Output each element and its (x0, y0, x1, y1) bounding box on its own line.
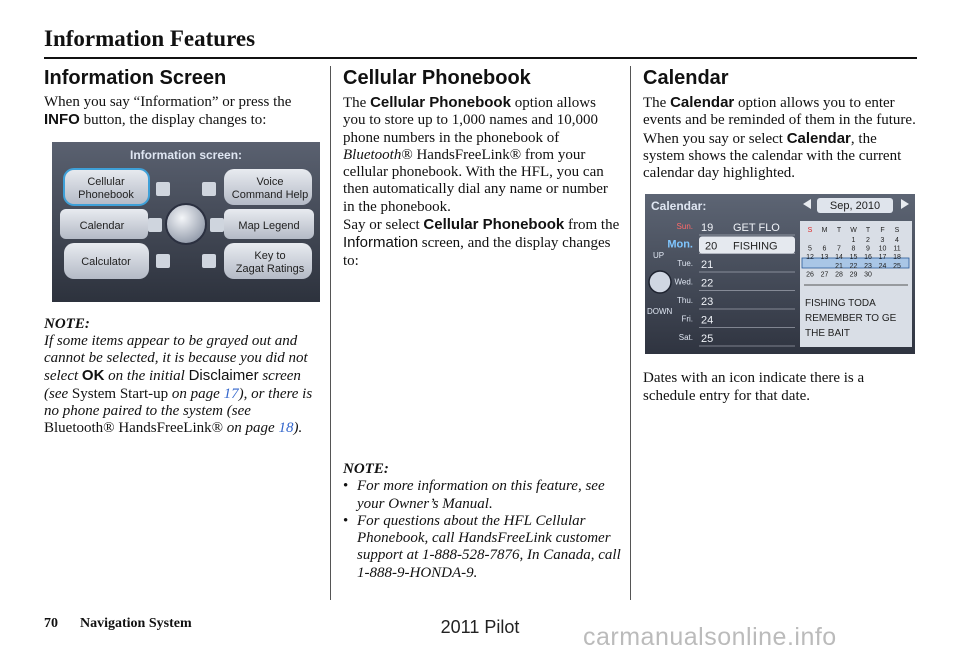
calendar-day: 8 (851, 246, 856, 254)
calendar-day: 2 (866, 237, 870, 245)
column-divider (330, 66, 331, 600)
calendar-day: 1 (851, 237, 856, 245)
calendar-day: 10 (878, 246, 887, 254)
day-label: Fri. (681, 314, 693, 324)
detail-line: FISHING TODA (805, 298, 876, 310)
page-link-18[interactable]: 18 (278, 420, 294, 437)
entry-date: 24 (701, 314, 714, 327)
screen-btn-calculator: Calculator (81, 255, 131, 268)
entry-date: 21 (701, 259, 714, 272)
weekday-label: M (821, 227, 828, 235)
calendar-day: 12 (806, 254, 814, 262)
calendar-day: 13 (820, 254, 829, 262)
note-item: • For more information on this feature, see your Owner’s Manual. (343, 478, 621, 513)
detail-line: REMEMBER TO GE (805, 313, 897, 325)
section-heading: Calendar (643, 67, 729, 89)
weekday-label: S (894, 227, 900, 235)
entry-title: FISHING (733, 240, 778, 253)
day-label: Sat. (678, 333, 693, 343)
day-label: Tue. (677, 259, 693, 269)
column-divider (630, 66, 631, 600)
legend-icon (210, 218, 224, 232)
scroll-knob-icon (649, 271, 671, 293)
entry-title: GET FLO (733, 222, 780, 235)
day-label: Sun. (676, 222, 693, 232)
calendar-day: 22 (849, 263, 858, 271)
page-link-17[interactable]: 17 (223, 385, 239, 402)
model-watermark: 2011 Pilot (440, 617, 520, 637)
screen-btn-map-legend: Map Legend (238, 219, 300, 232)
calendar-day: 23 (864, 263, 872, 271)
calendar-month-label: Sep, 2010 (829, 200, 881, 213)
entry-date: 22 (701, 277, 714, 290)
calendar-day: 17 (878, 254, 887, 262)
detail-line: THE BAIT (805, 328, 851, 340)
header-rule (44, 57, 917, 59)
calculator-icon (156, 254, 170, 268)
calendar-paragraph: The Calendar option allows you to enter events and be reminded of them in the future. When you say or select Calendar, the system shows the calendar with the current calendar day highlighted. (643, 94, 916, 182)
zagat-icon (202, 254, 216, 268)
joystick-knob-icon (166, 204, 206, 244)
information-screen-image (52, 142, 320, 302)
calendar-day: 14 (835, 254, 843, 262)
weekday-label: W (850, 227, 857, 235)
site-watermark: carmanualsonline.info (583, 623, 837, 651)
day-label: Mon. (667, 238, 693, 251)
weekday-label: T (836, 227, 842, 235)
calendar-day: 24 (878, 263, 887, 271)
screen-btn-calendar: Calendar (79, 219, 125, 232)
calendar-day: 26 (806, 271, 814, 279)
cellular-phonebook-section (343, 66, 621, 270)
up-label: UP (653, 251, 665, 261)
calendar-screen-title: Calendar: (651, 199, 707, 214)
page-number: 70 (44, 616, 58, 631)
calendar-day: 27 (820, 271, 829, 279)
footer-system: Navigation System (80, 616, 192, 631)
calendar-note: Dates with an icon indicate there is a schedule entry for that date. (643, 370, 865, 404)
calendar-section (643, 66, 919, 405)
note-item: • For questions about the HFL Cellular Phonebook, call HandsFreeLink customer support at 1-888-528-7876, In Canada, call 1-888-9-HONDA-9. (343, 513, 621, 582)
weekday-label: T (865, 227, 871, 235)
information-screen-section (44, 66, 320, 438)
screen-btn-phonebook: Phonebook (78, 188, 134, 201)
calendar-day: 28 (835, 271, 843, 279)
calendar-day: 21 (835, 263, 843, 271)
section-heading: Cellular Phonebook (343, 67, 531, 89)
calendar-day: 30 (864, 271, 872, 279)
note-text: If some items appear to be grayed out and cannot be selected, it is because you did not select OK on the initial Disclaimer screen (see System Start-up on page 17), or there is no phone paired to the system (see Bluetooth® HandsFreeLink® on page 18). (44, 332, 313, 437)
screen-btn-command-help: Command Help (231, 188, 309, 201)
entry-date: 23 (701, 296, 714, 309)
down-label: DOWN (647, 307, 673, 317)
calendar-day: 11 (893, 246, 901, 254)
entry-date: 19 (701, 222, 714, 235)
calendar-icon (148, 218, 162, 232)
voice-icon (202, 182, 216, 196)
weekday-label: F (880, 227, 885, 235)
screen-title: Information screen: (130, 147, 243, 162)
calendar-day: 6 (822, 246, 827, 254)
note-title: NOTE: (44, 315, 90, 332)
section-heading: Information Screen (44, 67, 227, 89)
calendar-day: 9 (866, 246, 870, 254)
phonebook-instruction: Say or select Cellular Phonebook from the Information screen, and the display changes to: (343, 216, 620, 269)
calendar-day: 29 (849, 271, 858, 279)
calendar-day: 16 (864, 254, 872, 262)
calendar-day: 3 (880, 237, 885, 245)
screen-btn-voice: Voice (256, 175, 284, 188)
calendar-day: 4 (895, 237, 899, 245)
entry-date: 25 (701, 333, 714, 346)
phonebook-paragraph: The Cellular Phonebook option allows you to store up to 1,000 names and 10,000 phone numbers in the phonebook of Bluetooth® HandsFreeLink® from your cellular phonebook. With the HFL, you can then automatically dial any name or number in the phonebook. (343, 94, 608, 215)
weekday-label: S (807, 227, 813, 235)
screen-btn-cellular: Cellular (87, 175, 125, 188)
note-title: NOTE: (343, 461, 389, 477)
day-label: Thu. (676, 296, 693, 306)
phonebook-notes (343, 461, 621, 582)
calendar-day: 25 (893, 263, 901, 271)
day-label: Wed. (674, 277, 693, 287)
screen-btn-key-to: Key to (254, 249, 286, 262)
calendar-day: 18 (893, 254, 901, 262)
entry-date: 20 (705, 240, 718, 253)
intro-paragraph: When you say “Information” or press the INFO button, the display changes to: (44, 94, 292, 129)
phonebook-icon (156, 182, 170, 196)
calendar-day: 5 (808, 246, 812, 254)
calendar-screen-image (645, 194, 915, 354)
calendar-day: 7 (837, 246, 841, 254)
calendar-day: 15 (849, 254, 858, 262)
screen-btn-zagat: Zagat Ratings (235, 262, 305, 275)
page-title: Information Features (44, 26, 256, 51)
